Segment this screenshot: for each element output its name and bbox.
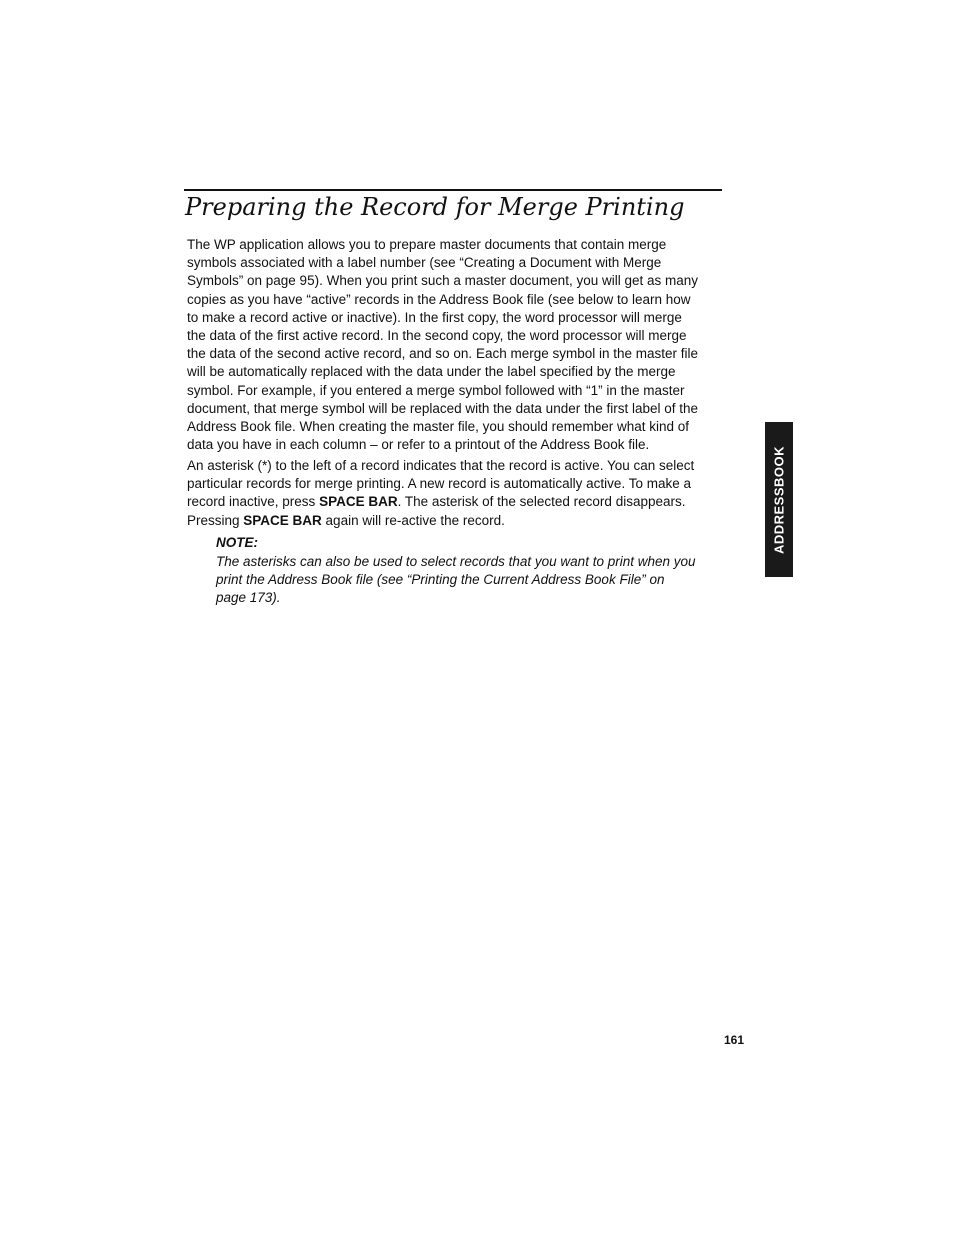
note-line: page 173). [216, 590, 281, 606]
paragraph-line: Symbols” on page 95). When you print such a master document, you will get as many [187, 273, 698, 289]
paragraph-line: copies as you have “active” records in the Address Book file (see below to learn how [187, 291, 691, 307]
note-line: print the Address Book file (see “Printing the Current Address Book File” on [216, 572, 665, 588]
paragraph-line [187, 493, 747, 511]
paragraph-line: to make a record active or inactive). In the first copy, the word processor will merge [187, 309, 682, 325]
paragraph-line: Address Book file. When creating the master file, you should remember what kind of [187, 419, 689, 435]
note-heading: NOTE: [216, 535, 258, 550]
paragraph-line: particular records for merge printing. A new record is automatically active. To make a [187, 476, 691, 492]
paragraph-line: the data of the first active record. In the second copy, the word processor will merge [187, 328, 687, 344]
paragraph-line: will be automatically replaced with the data under the label specified by the merge [187, 364, 676, 380]
text-run: Pressing [187, 512, 244, 528]
paragraph-line: the data of the second active record, and so on. Each merge symbol in the master file [187, 346, 699, 362]
asterisk-paragraph [187, 457, 747, 530]
paragraph-line: symbol. For example, if you entered a merge symbol followed with “1” in the master [187, 382, 685, 398]
chapter-tab-label: ADDRESSBOOK [771, 445, 787, 554]
addressbook-chapter-tab [765, 422, 793, 577]
note-text [216, 553, 756, 608]
paragraph-line: symbols associated with a label number (see “Creating a Document with Merge [187, 255, 662, 271]
space-bar-key: SPACE BAR [243, 512, 322, 528]
paragraph-line: data you have in each column – or refer to a printout of the Address Book file. [187, 437, 650, 453]
text-run: . The asterisk of the selected record disappears. [397, 494, 686, 510]
section-title: Preparing the Record for Merge Printing [185, 193, 685, 221]
paragraph-line: The WP application allows you to prepare master documents that contain merge [187, 237, 667, 252]
text-run: again will re-active the record. [321, 512, 505, 528]
paragraph-line: An asterisk (*) to the left of a record indicates that the record is active. You can select [187, 458, 695, 473]
space-bar-key: SPACE BAR [319, 494, 398, 510]
text-run: record inactive, press [187, 494, 320, 510]
paragraph-line [187, 512, 747, 530]
page-number: 161 [724, 1033, 745, 1047]
note-line: The asterisks can also be used to select records that you want to print when you [216, 554, 696, 569]
intro-paragraph [187, 236, 747, 454]
paragraph-line: document, that merge symbol will be replaced with the data under the first label of the [187, 400, 699, 416]
